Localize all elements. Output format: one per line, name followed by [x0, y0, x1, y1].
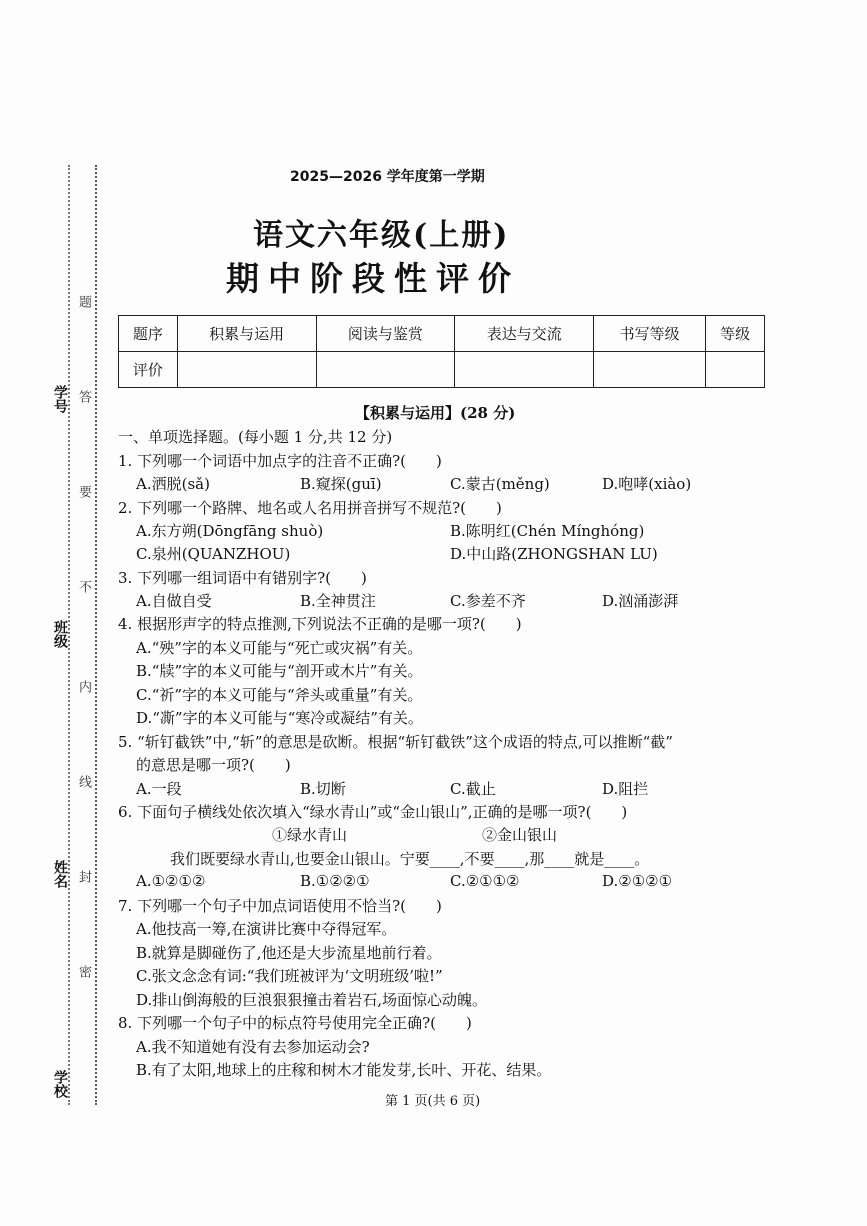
margin-word: 封 [76, 870, 91, 883]
score-cell[interactable] [177, 352, 316, 388]
margin-word: 答 [76, 390, 91, 403]
school-year: 2025—2026 学年度第一学期 [290, 169, 485, 185]
margin-dotted-line [95, 165, 97, 1105]
option[interactable]: B.有了太阳,地球上的庄稼和树木才能发芽,长叶、开花、结果。 [136, 1061, 552, 1079]
option[interactable]: A.洒脱(sǎ) [136, 475, 210, 493]
page-title: 语文六年级(上册) [253, 218, 510, 253]
option[interactable]: C.②①①② [450, 872, 520, 890]
choice-label: ①绿水青山 [272, 826, 348, 844]
section-title: 【积累与运用】(28 分) [355, 404, 516, 422]
question-stem: 6. 下面句子横线处依次填入“绿水青山”或“金山银山”,正确的是哪一项?( ) [118, 803, 628, 821]
option[interactable]: A.我不知道她有没有去参加运动会? [136, 1038, 370, 1056]
option[interactable]: B.①②②① [300, 872, 370, 890]
option[interactable]: A.他技高一筹,在演讲比赛中夺得冠军。 [136, 920, 397, 938]
margin-word: 要 [76, 485, 91, 498]
score-cell[interactable] [594, 352, 706, 388]
margin-word: 线 [76, 775, 91, 788]
option[interactable]: A.自做自受 [136, 592, 212, 610]
score-cell[interactable] [316, 352, 455, 388]
score-cell[interactable] [455, 352, 594, 388]
question-stem: 5. “斩钉截铁”中,“斩”的意思是砍断。根据“斩钉截铁”这个成语的特点,可以推断“截” [118, 733, 673, 751]
margin-word: 密 [76, 965, 91, 978]
option[interactable]: A.东方朔(Dōngfāng shuò) [136, 522, 324, 540]
option[interactable]: C.参差不齐 [450, 592, 526, 610]
page-subtitle: 期中阶段性评价 [226, 259, 520, 298]
question-stem-continued: 的意思是哪一项?( ) [136, 756, 291, 774]
question-stem: 2. 下列哪一个路牌、地名或人名用拼音拼写不规范?( ) [118, 499, 502, 517]
school-label: 学校 [52, 1070, 68, 1098]
score-header-cell: 表达与交流 [455, 316, 594, 352]
student-id-label: 学号 [52, 385, 68, 413]
option[interactable]: D.②①②① [602, 872, 673, 890]
question-stem: 7. 下列哪一个句子中加点词语使用不恰当?( ) [118, 897, 442, 915]
name-label: 姓名 [52, 860, 68, 888]
option[interactable]: D.汹涌澎湃 [602, 592, 679, 610]
option[interactable]: C.截止 [450, 780, 496, 798]
option[interactable]: B.陈明红(Chén Mínghóng) [450, 522, 645, 540]
margin-word: 内 [76, 680, 91, 693]
option[interactable]: C.“祈”字的本义可能与“斧头或重量”有关。 [136, 686, 423, 704]
option[interactable]: C.张文念念有词:“我们班被评为‘文明班级’啦!” [136, 967, 443, 985]
margin-word: 不 [76, 580, 91, 593]
margin-word: 题 [76, 295, 91, 308]
option[interactable]: B.就算是脚碰伤了,他还是大步流星地前行着。 [136, 944, 442, 962]
fill-sentence: 我们既要绿水青山,也要金山银山。宁要____,不要____,那____就是____。 [170, 850, 650, 868]
score-header-cell: 书写等级 [594, 316, 706, 352]
option[interactable]: D.“凘”字的本义可能与“寒冷或凝结”有关。 [136, 709, 423, 727]
option[interactable]: B.窥探(guī) [300, 475, 382, 493]
choice-label: ②金山银山 [482, 826, 558, 844]
option[interactable]: B.“牍”字的本义可能与“剖开或木片”有关。 [136, 662, 423, 680]
option[interactable]: C.泉州(QUANZHOU) [136, 545, 291, 563]
option[interactable]: D.咆哮(xiào) [602, 475, 692, 493]
question-stem: 8. 下列哪一个句子中的标点符号使用完全正确?( ) [118, 1014, 472, 1032]
score-header-cell: 等级 [706, 316, 765, 352]
score-header-cell: 阅读与鉴赏 [316, 316, 455, 352]
option[interactable]: D.排山倒海般的巨浪狠狠撞击着岩石,场面惊心动魄。 [136, 991, 488, 1009]
option[interactable]: C.蒙古(měng) [450, 475, 550, 493]
score-cell[interactable] [706, 352, 765, 388]
option[interactable]: B.切断 [300, 780, 346, 798]
class-label: 班级 [52, 620, 68, 648]
score-table [118, 315, 765, 388]
option[interactable]: B.全神贯注 [300, 592, 376, 610]
score-row-label: 评价 [119, 352, 178, 388]
option[interactable]: A.“殃”字的本义可能与“死亡或灾祸”有关。 [136, 639, 423, 657]
score-header-cell: 题序 [119, 316, 178, 352]
part-heading: 一、单项选择题。(每小题 1 分,共 12 分) [118, 428, 393, 446]
option[interactable]: D.阻拦 [602, 780, 649, 798]
option[interactable]: D.中山路(ZHONGSHAN LU) [450, 545, 658, 563]
option[interactable]: A.一段 [136, 780, 182, 798]
question-stem: 1. 下列哪一个词语中加点字的注音不正确?( ) [118, 452, 442, 470]
question-stem: 3. 下列哪一组词语中有错别字?( ) [118, 569, 367, 587]
page-number: 第 1 页(共 6 页) [385, 1094, 481, 1109]
option[interactable]: A.①②①② [136, 872, 206, 890]
score-header-cell: 积累与运用 [177, 316, 316, 352]
question-stem: 4. 根据形声字的特点推测,下列说法不正确的是哪一项?( ) [118, 615, 522, 633]
